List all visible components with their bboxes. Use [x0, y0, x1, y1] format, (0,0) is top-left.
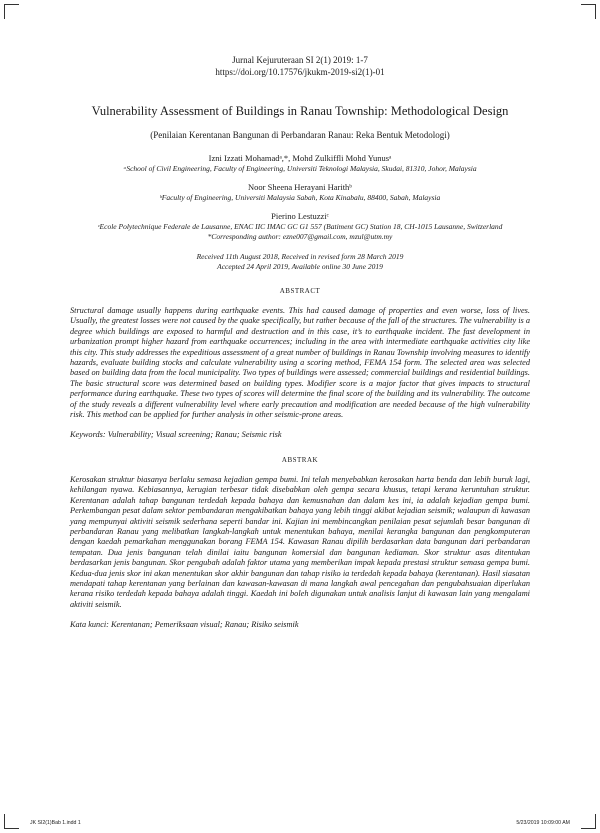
paper-title: Vulnerability Assessment of Buildings in Ranau Township: Methodological Design [91, 104, 509, 118]
accepted-line: Accepted 24 April 2019, Available online 30 June 2019 [217, 262, 383, 271]
abstract-heading: ABSTRACT [279, 287, 321, 295]
doi-link[interactable]: https://doi.org/10.17576/jkukm-2019-si2(1)-01 [215, 67, 385, 77]
abstract-text: Structural damage usually happens during earthquake events. This had caused damage of properties and even worse, loss of lives. Usually, the greatest losses were not caused by the quake specifically, but rather because of the fall of the structures. The vulnerability is a degree which buildings are exposed to harmful and destruction and in this case, it’s to earthquake incident. The fast development in urbanization prompt higher hazard from earthquake occurrences; including in the area with intermediate earthquake activities city like this city. This study addresses the expeditious assessment of a great number of buildings in Ranau Township involving measures to identify hazards, evaluate building stocks and calculate vulnerability using a scoring method, FEMA 154 form. The selected area was selected based on building data from the local municipality. Two types of buildings were assessed; commercial buildings and residential buildings. The basic structural score was determined based on building types. Modifier score is a major factor that gives impacts to structural performance during earthquake. These two types of scores will determine the final score of the building and its vulnerability. The outcome of the study reveals a different vulnerability level where early precaution and modification are needed because of the high vulnerability risk. This method can be applied for further analysis in other seismic-prone areas. [70, 306, 530, 420]
footer-file-label: JK SI2(1)Bab 1.indd 1 [30, 820, 81, 826]
crop-mark-bottom-left [4, 814, 19, 829]
affiliation-c: ᶜEcole Polytechnique Federale de Lausanne, ENAC IIC IMAC GC G1 557 (Batiment GC) Station 18, CH-1015 Lausanne, Switzerland [97, 222, 503, 231]
kata-kunci: Kata kunci: Kerentanan; Pemeriksaan visual; Ranau; Risiko seismik [70, 620, 299, 630]
corresponding-author: *Corresponding author: ezne007@gmail.com, mzul@utm.my [207, 232, 393, 241]
crop-mark-top-left [4, 4, 19, 19]
crop-mark-bottom-right [581, 814, 596, 829]
keywords: Keywords: Vulnerability; Visual screening; Ranau; Seismic risk [70, 430, 282, 440]
footer-timestamp: 5/23/2019 10:09:00 AM [516, 820, 570, 826]
journal-citation: Jurnal Kejuruteraan SI 2(1) 2019: 1-7 [232, 55, 368, 65]
authors-group-b: Noor Sheena Herayani Harithᵇ [248, 182, 352, 192]
received-dates [70, 252, 530, 272]
abstrak-text: Kerosakan struktur biasanya berlaku semasa kejadian gempa bumi. Ini telah menyebabkan kerosakan harta benda dan lebih buruk lagi, kehilangan nyawa. Kebiasannya, kerugian terbesar tidak disebabkan oleh gempa secara khusus, tetapi kerana keruntuhan struktur. Kerentanan adalah tahap bangunan terdedah kepada bahaya dan kemusnahan dan dalam kes ini, ia adalah kejadian gempa bumi. Perkembangan pesat dalam sektor pembandaran mengakibatkan bahaya yang lebih tinggi akibat kejadian seismik; walaupun di kawasan yang mempunyai aktiviti seismik sederhana seperti bandar ini. Kajian ini membincangkan penilaian pesat sejumlah besar bangunan di perbandaran Ranau yang melibatkan langkah-langkah untuk menentukan bahaya, menilai kerangka bangunan dan pengkomputeran dengan kaedah pemarkahan menggunakan borang FEMA 154. Kawasan Ranau dipilih berdasarkan data bangunan dari perbandaran tempatan. Dua jenis bangunan telah dinilai iaitu bangunan komersial dan bangunan kediaman. Skor struktur asas ditentukan berdasarkan jenis bangunan. Skor pengubah adalah faktor utama yang memberikan impak kepada prestasi struktur semasa gempa bumi. Kedua-dua jenis skor ini akan menentukan skor akhir bangunan dan tahap risiko ia terdedah kepada bahaya (kerentanan). Hasil siasatan mendapati tahap kerentanan yang berlainan dan kawasan-kawasan di mana langkah awal pencegahan dan pengubahsuaian diperlukan kerana risiko terdedah kepada bahaya adalah tinggi. Kaedah ini boleh digunakan untuk analisis lanjut di kawasan lain yang mengalami aktiviti seismik. [70, 474, 530, 609]
paper-subtitle: (Penilaian Kerentanan Bangunan di Perbandaran Ranau: Reka Bentuk Metodologi) [150, 130, 450, 140]
affiliation-b: ᵇFaculty of Engineering, Universiti Malaysia Sabah, Kota Kinabalu, 88400, Sabah, Malaysia [159, 193, 441, 202]
authors-group-c: Pierino Lestuzziᶜ [271, 211, 329, 221]
paper-page [70, 50, 530, 631]
crop-mark-top-right [581, 4, 596, 19]
abstrak-heading: ABSTRAK [281, 455, 319, 464]
affiliation-a: ᵃSchool of Civil Engineering, Faculty of Engineering, Universiti Teknologi Malaysia, Skudai, 81310, Johor, Malaysia [123, 164, 477, 173]
authors-group-a: Izni Izzati Mohamadᵃ,*, Mohd Zulkiffli Mohd Yunusᵃ [208, 153, 392, 163]
received-line: Received 11th August 2018, Received in revised form 28 March 2019 [196, 252, 404, 261]
journal-header [70, 54, 530, 78]
